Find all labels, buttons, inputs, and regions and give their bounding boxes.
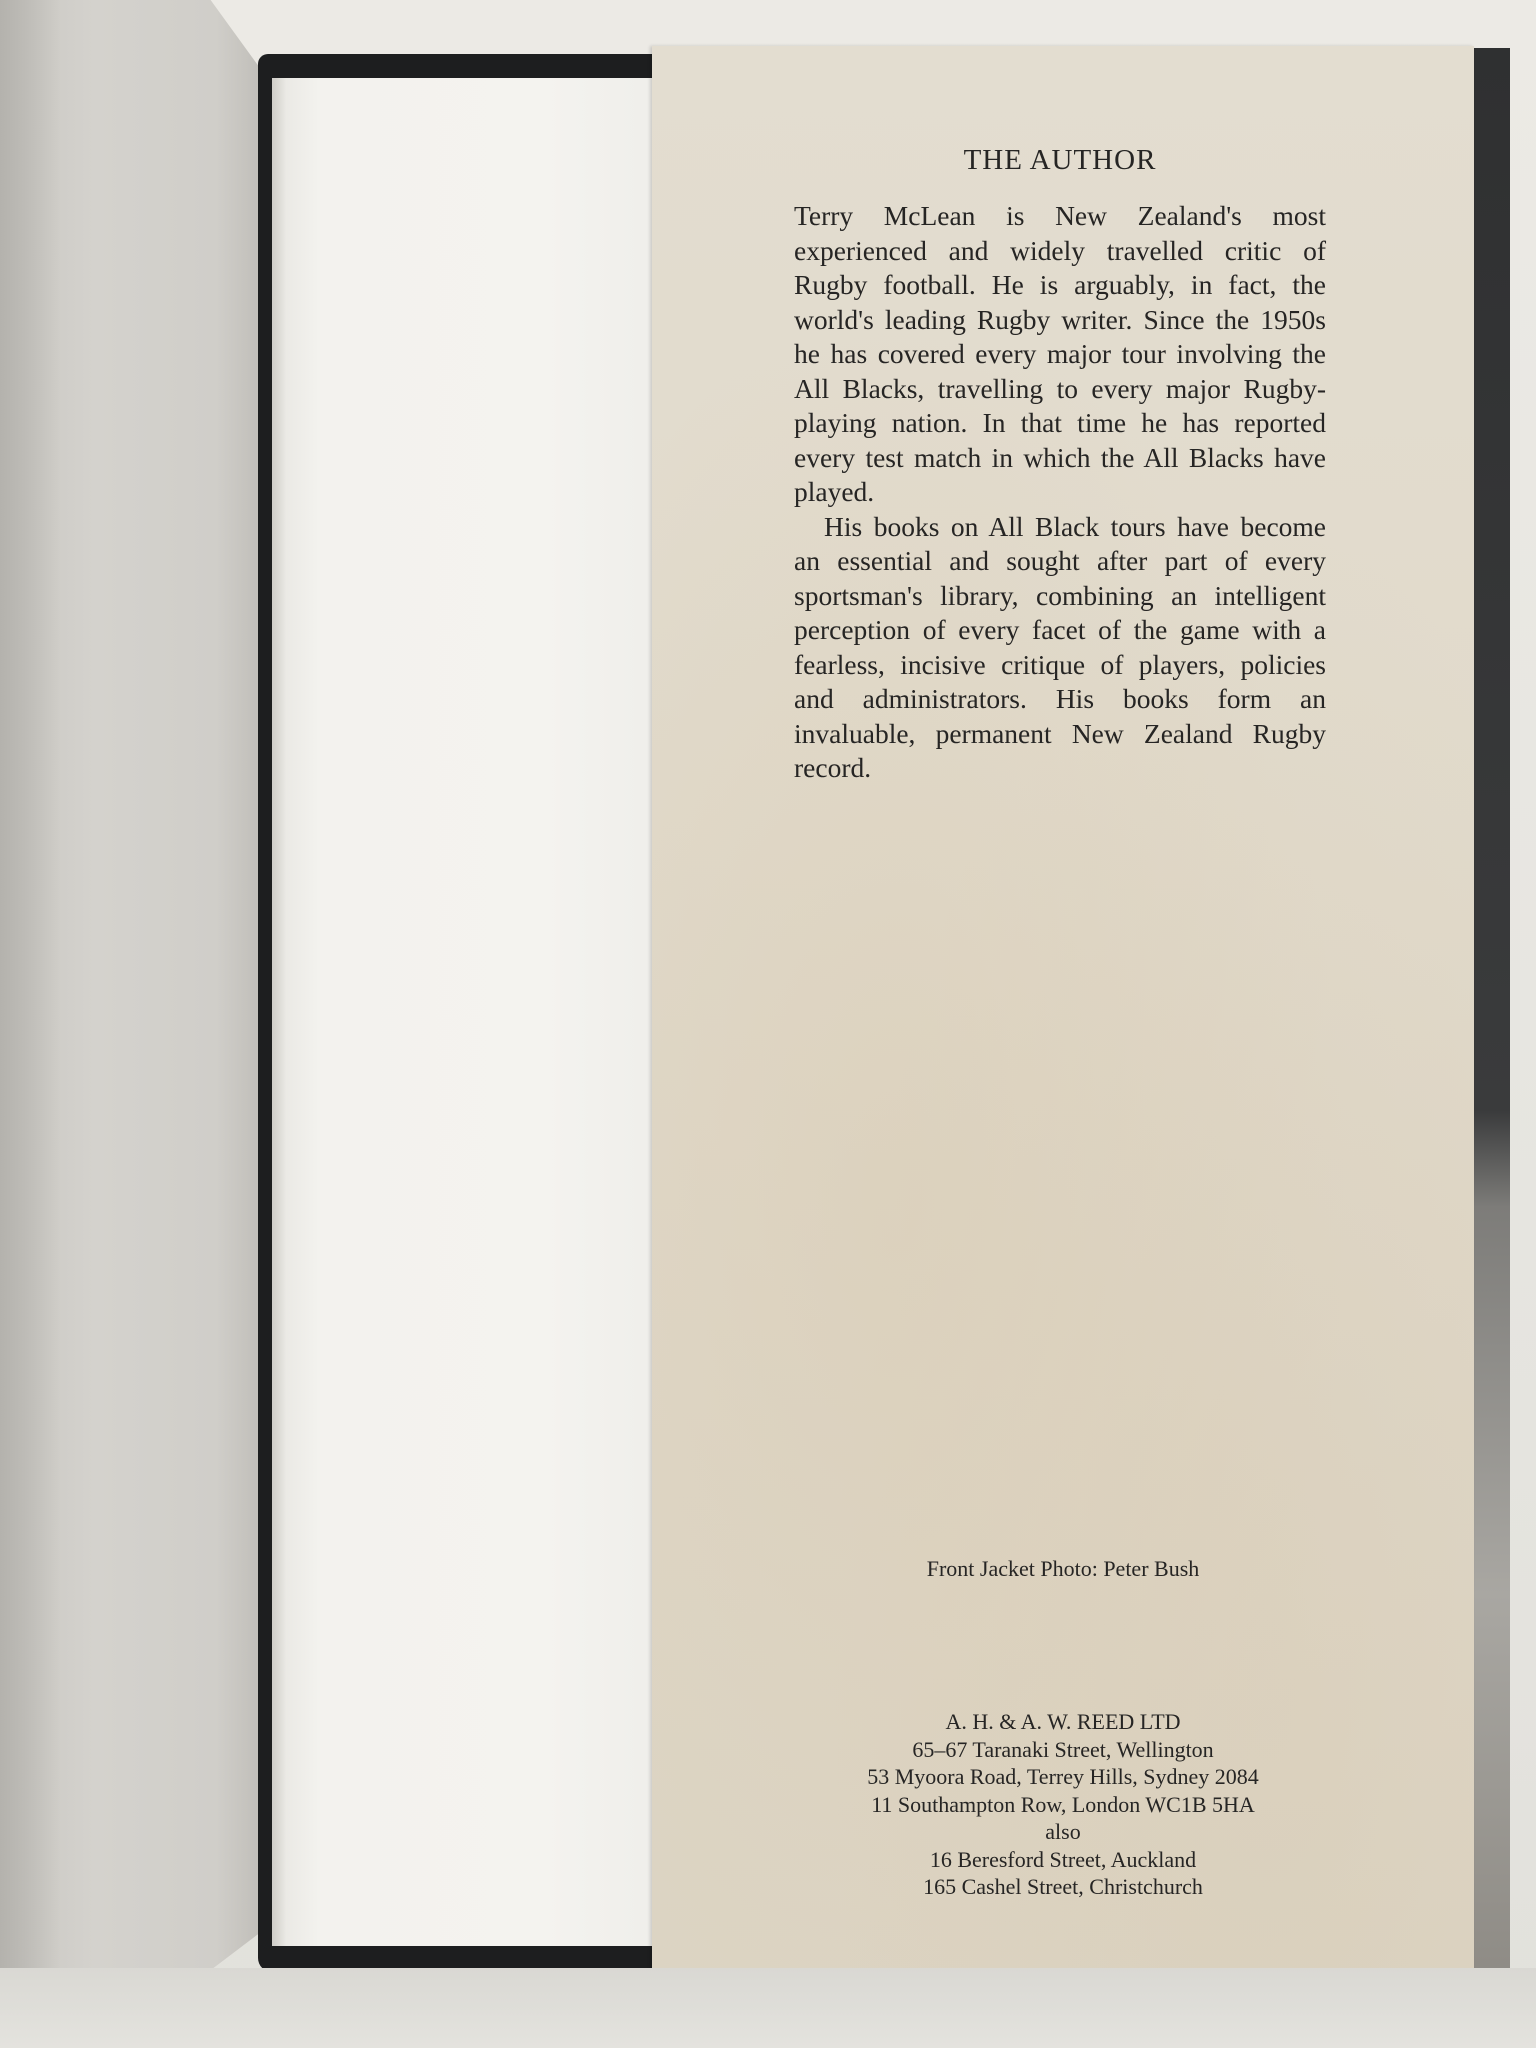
publisher-address-line: 11 Southampton Row, London WC1B 5HA (871, 1791, 1255, 1817)
table-surface (0, 1968, 1536, 2048)
author-bio-paragraph: Terry McLean is New Zealand's most experienced and widely travelled critic of Rugby football. He is arguably, in fact, the world's leading Rugby writer. Since the 1950s he has covered every major tour involving the All Blacks, travelling to every major Rugby-playing nation. In that time he has reported every test match in which the All Blacks have played. (794, 200, 1326, 507)
left-cover-shadow (0, 0, 60, 2048)
author-section (794, 144, 1326, 786)
publisher-name: A. H. & A. W. REED LTD (945, 1709, 1181, 1734)
publisher-address-line: 65–67 Taranaki Street, Wellington (912, 1736, 1214, 1762)
jacket-spine-edge (1470, 48, 1510, 1980)
dust-jacket-flap (652, 46, 1474, 1978)
publisher-address-line: 165 Cashel Street, Christchurch (923, 1874, 1203, 1899)
publisher-address-line: 16 Beresford Street, Auckland (929, 1846, 1197, 1872)
author-bio-paragraph: His books on All Black tours have become an essential and sought after part of every sportsman's library, combining an intelligent perception of every facet of the game with a fearless, incisive critique of players, policies and administrators. His books form an invaluable, permanent New Zealand Rugby record. (794, 510, 1326, 783)
publisher-block (652, 1708, 1474, 1901)
publisher-address-line: also (1045, 1819, 1081, 1844)
white-endpaper (272, 78, 664, 1946)
author-heading: THE AUTHOR (963, 144, 1157, 176)
endpaper-gutter-shadow (272, 78, 286, 1946)
publisher-address-line: 53 Myoora Road, Terrey Hills, Sydney 2084 (867, 1764, 1259, 1789)
photo-credit: Front Jacket Photo: Peter Bush (926, 1556, 1200, 1581)
